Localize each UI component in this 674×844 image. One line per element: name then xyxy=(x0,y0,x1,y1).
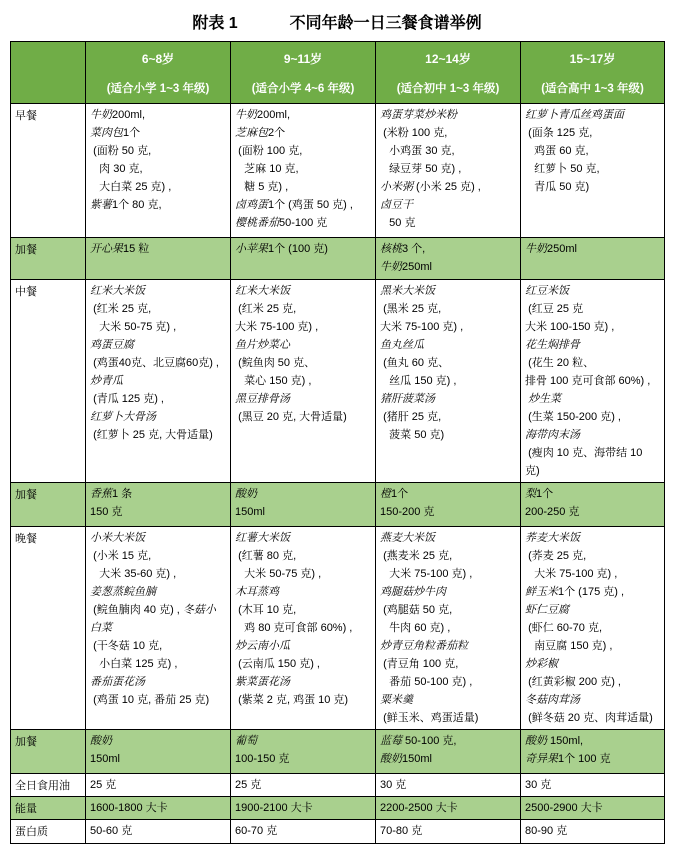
cell-snack-pm-col3: 梨1个 200-250 克 xyxy=(521,483,665,527)
cell-snack-am-col3: 牛奶250ml xyxy=(521,238,665,280)
header-age-group-3: 15~17岁 (适合高中 1~3 年级) xyxy=(521,42,665,104)
row-label-dinner: 晚餐 xyxy=(11,527,86,730)
cell-cooking-oil-col3: 30 克 xyxy=(521,774,665,797)
cell-lunch-col0: 红米大米饭 (红米 25 克, 大米 50-75 克) , 鸡蛋豆腐 (鸡蛋40克、北豆腐60克) , 炒青瓜 (青瓜 125 克) , 红萝卜大骨汤 (红萝卜 25 克, 大骨适量) xyxy=(86,280,231,483)
cell-energy-col2: 2200-2500 大卡 xyxy=(376,797,521,820)
cell-snack-am-col0: 开心果15 粒 xyxy=(86,238,231,280)
cell-snack-evening-col2: 蓝莓 50-100 克, 酸奶150ml xyxy=(376,730,521,774)
row-label-energy: 能量 xyxy=(11,797,86,820)
cell-cooking-oil-col1: 25 克 xyxy=(231,774,376,797)
cell-breakfast-col1: 牛奶200ml, 芝麻包2个 (面粉 100 克, 芝麻 10 克, 糖 5 克) , 卤鸡蛋1个 (鸡蛋 50 克) , 樱桃番茄50-100 克 xyxy=(231,104,376,238)
cell-lunch-col1: 红米大米饭 (红米 25 克, 大米 75-100 克) , 鱼片炒菜心 (鲩鱼肉 50 克、 菜心 150 克) , 黑豆排骨汤 (黑豆 20 克, 大骨适量) xyxy=(231,280,376,483)
table-row-lunch xyxy=(11,280,665,483)
table-row-breakfast xyxy=(11,104,665,238)
cell-snack-pm-col2: 橙1个 150-200 克 xyxy=(376,483,521,527)
cell-energy-col0: 1600-1800 大卡 xyxy=(86,797,231,820)
table-row-snack-evening xyxy=(11,730,665,774)
cell-cooking-oil-col0: 25 克 xyxy=(86,774,231,797)
meal-plan-table xyxy=(10,41,665,844)
table-row-cooking-oil xyxy=(11,774,665,797)
table-row-snack-am xyxy=(11,238,665,280)
row-label-snack-pm: 加餐 xyxy=(11,483,86,527)
title-text: 不同年龄一日三餐食谱举例 xyxy=(289,15,482,32)
cell-energy-col1: 1900-2100 大卡 xyxy=(231,797,376,820)
header-row xyxy=(11,42,665,104)
cell-snack-pm-col1: 酸奶 150ml xyxy=(231,483,376,527)
row-label-protein: 蛋白质 xyxy=(11,820,86,844)
row-label-lunch: 中餐 xyxy=(11,280,86,483)
cell-energy-col3: 2500-2900 大卡 xyxy=(521,797,665,820)
cell-lunch-col2: 黑米大米饭 (黑米 25 克, 大米 75-100 克) , 鱼丸丝瓜 (鱼丸 60 克、 丝瓜 150 克) , 猪肝菠菜汤 (猪肝 25 克, 菠菜 50 克) xyxy=(376,280,521,483)
cell-snack-am-col1: 小苹果1个 (100 克) xyxy=(231,238,376,280)
cell-breakfast-col3: 红萝卜青瓜丝鸡蛋面 (面条 125 克, 鸡蛋 60 克, 红萝卜 50 克, 青瓜 50 克) xyxy=(521,104,665,238)
table-row-energy xyxy=(11,797,665,820)
cell-snack-evening-col1: 葡萄 100-150 克 xyxy=(231,730,376,774)
header-corner-cell xyxy=(11,42,86,104)
cell-dinner-col3: 荞麦大米饭 (荞麦 25 克, 大米 75-100 克) , 鲜玉米1个 (175 克) , 虾仁豆腐 (虾仁 60-70 克, 南豆腐 150 克) , 炒彩椒 (红黄彩椒 200 克) , 冬菇肉茸汤 (鲜冬菇 20 克、肉茸适量) xyxy=(521,527,665,730)
cell-protein-col0: 50-60 克 xyxy=(86,820,231,844)
header-age-group-1: 9~11岁 (适合小学 4~6 年级) xyxy=(231,42,376,104)
cell-protein-col3: 80-90 克 xyxy=(521,820,665,844)
cell-breakfast-col0: 牛奶200ml, 菜肉包1个 (面粉 50 克, 肉 30 克, 大白菜 25 克) , 紫薯1个 80 克, xyxy=(86,104,231,238)
cell-dinner-col0: 小米大米饭 (小米 15 克, 大米 35-60 克) , 姜葱蒸鲩鱼腩 (鲩鱼腩肉 40 克) , 冬菇小 白菜 (干冬菇 10 克, 小白菜 125 克) , 番茄蛋花汤 (鸡蛋 10 克, 番茄 25 克) xyxy=(86,527,231,730)
cell-breakfast-col2: 鸡蛋芽菜炒米粉 (米粉 100 克, 小鸡蛋 30 克, 绿豆芽 50 克) , 小米粥 (小米 25 克) , 卤豆干 50 克 xyxy=(376,104,521,238)
row-label-cooking-oil: 全日食用油 xyxy=(11,774,86,797)
row-label-snack-evening: 加餐 xyxy=(11,730,86,774)
cell-cooking-oil-col2: 30 克 xyxy=(376,774,521,797)
cell-protein-col1: 60-70 克 xyxy=(231,820,376,844)
table-row-protein xyxy=(11,820,665,844)
header-age-group-2: 12~14岁 (适合初中 1~3 年级) xyxy=(376,42,521,104)
cell-lunch-col3: 红豆米饭 (红豆 25 克 大米 100-150 克) , 花生焖排骨 (花生 20 粒、 排骨 100 克可食部 60%) , 炒生菜 (生菜 150-200 克) , 海带肉末汤 (瘦肉 10 克、海带结 10 克) xyxy=(521,280,665,483)
cell-snack-evening-col0: 酸奶 150ml xyxy=(86,730,231,774)
cell-snack-evening-col3: 酸奶 150ml, 奇异果1个 100 克 xyxy=(521,730,665,774)
cell-dinner-col2: 燕麦大米饭 (燕麦米 25 克, 大米 75-100 克) , 鸡腿菇炒牛肉 (鸡腿菇 50 克, 牛肉 60 克) , 炒青豆角粒番茄粒 (青豆角 100 克, 番茄 50-100 克) , 粟米羹 (鲜玉米、鸡蛋适量) xyxy=(376,527,521,730)
cell-snack-am-col2: 核桃3 个, 牛奶250ml xyxy=(376,238,521,280)
row-label-breakfast: 早餐 xyxy=(11,104,86,238)
table-row-dinner xyxy=(11,527,665,730)
cell-dinner-col1: 红薯大米饭 (红薯 80 克, 大米 50-75 克) , 木耳蒸鸡 (木耳 10 克, 鸡 80 克可食部 60%) , 炒云南小瓜 (云南瓜 150 克) , 紫菜蛋花汤 (紫菜 2 克, 鸡蛋 10 克) xyxy=(231,527,376,730)
page-title xyxy=(10,10,664,33)
cell-protein-col2: 70-80 克 xyxy=(376,820,521,844)
cell-snack-pm-col0: 香蕉1 条 150 克 xyxy=(86,483,231,527)
table-row-snack-pm xyxy=(11,483,665,527)
title-prefix: 附表 1 xyxy=(192,15,238,32)
row-label-snack-am: 加餐 xyxy=(11,238,86,280)
header-age-group-0: 6~8岁 (适合小学 1~3 年级) xyxy=(86,42,231,104)
